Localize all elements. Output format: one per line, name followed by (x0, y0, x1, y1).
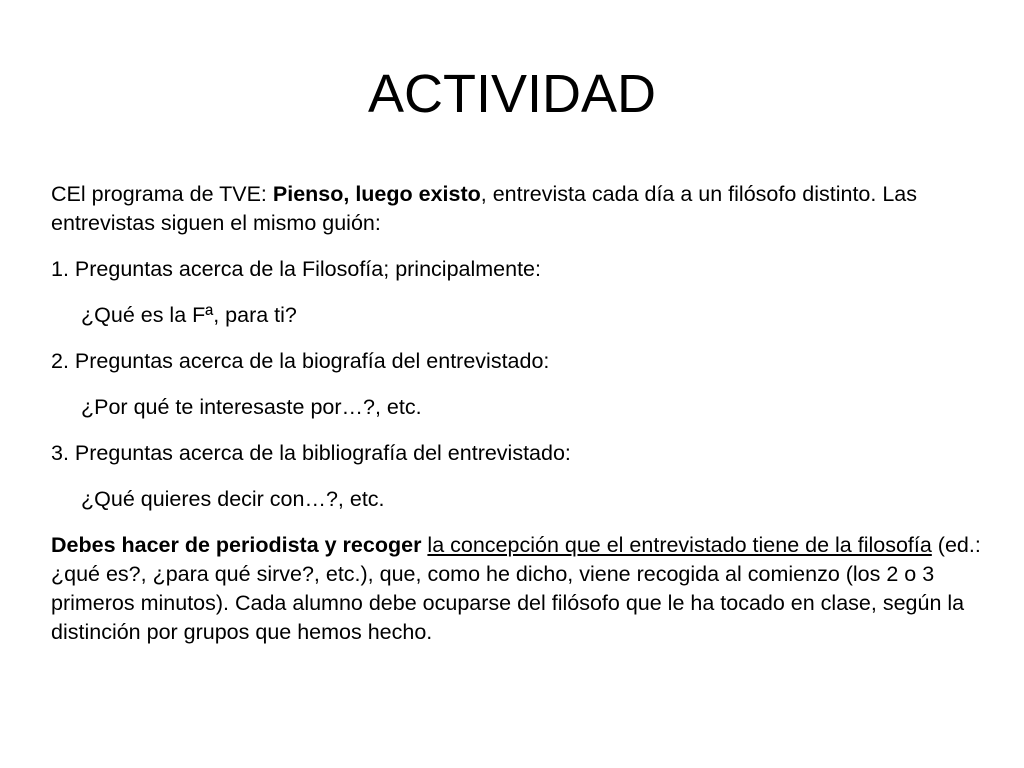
program-name: Pienso, luego existo (272, 182, 481, 206)
slide-body (51, 180, 991, 647)
item-3-heading: 3. Preguntas acerca de la bibliografía del entrevistado: (51, 441, 571, 465)
closing-underlined: la concepción que el entrevistado tiene de la filosofía (427, 533, 932, 557)
closing-bold: Debes hacer de periodista y recoger (51, 533, 422, 557)
slide-title: ACTIVIDAD (367, 64, 657, 124)
closing-paragraph (51, 531, 991, 647)
intro-prefix: CEl programa de TVE: (51, 182, 273, 206)
intro-paragraph (51, 180, 991, 238)
item-1-heading: 1. Preguntas acerca de la Filosofía; principalmente: (51, 257, 541, 281)
item-1-example: ¿Qué es la Fª, para ti? (81, 303, 297, 327)
item-2-example: ¿Por qué te interesaste por…?, etc. (81, 395, 422, 419)
intro-suffix: , entrevista cada día a un filósofo distinto. Las entrevistas siguen el mismo guión: (51, 182, 918, 235)
closing-rest: (ed.: ¿qué es?, ¿para qué sirve?, etc.), que, como he dicho, viene recogida al comienzo (los 2 o 3 primeros minutos). Cada alumno debe ocuparse del filósofo que le ha tocado en clase, según la distinción por grupos que hemos hecho. (51, 533, 981, 644)
item-3-example: ¿Qué quieres decir con…?, etc. (81, 487, 385, 511)
item-2-heading: 2. Preguntas acerca de la biografía del entrevistado: (51, 349, 550, 373)
